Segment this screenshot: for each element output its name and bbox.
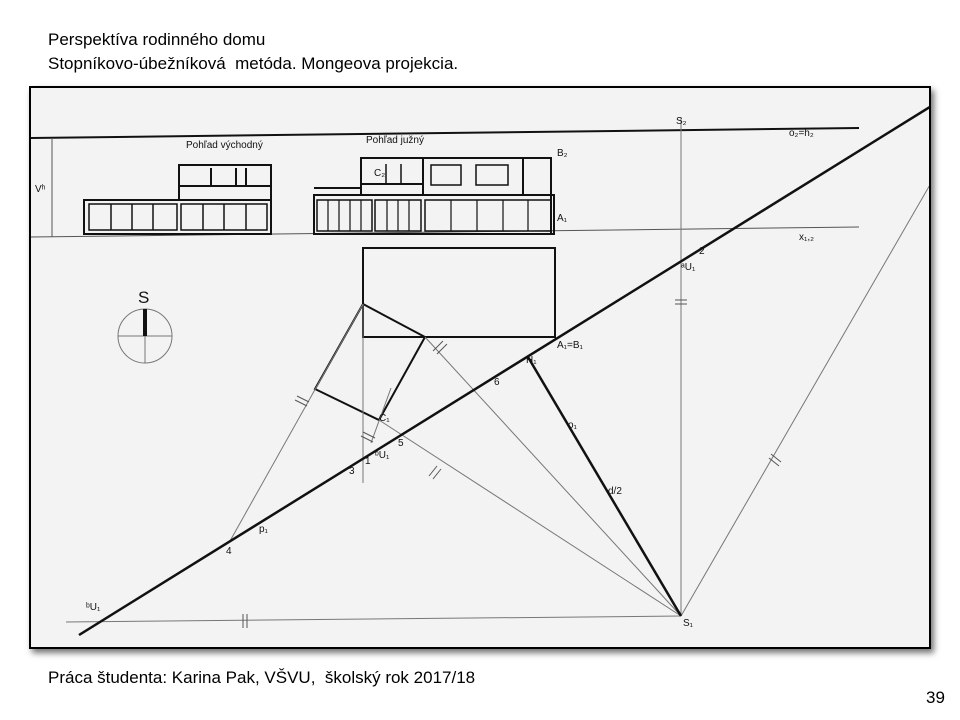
label-o2h2: o₂=h₂	[789, 128, 814, 139]
label-c2: C₂	[374, 168, 386, 179]
compass-letter: S	[138, 288, 150, 307]
label-o1: o₁	[568, 420, 577, 431]
label-s1: S₁	[683, 618, 694, 629]
ray-o1	[528, 357, 681, 616]
label-d2: d/2	[608, 486, 622, 497]
label-vh: Vʰ	[35, 184, 46, 195]
label-bU1-low: ᵇU₁	[86, 602, 101, 613]
tick-marks	[243, 300, 781, 628]
page-number: 39	[926, 688, 945, 707]
label-5: 5	[398, 438, 404, 449]
construction-lines	[66, 118, 931, 622]
rotated-plan	[315, 304, 425, 420]
label-3: 3	[349, 466, 355, 477]
slide-title-block	[48, 28, 458, 76]
east-elevation	[84, 165, 271, 234]
label-bU1-mid: ᵇU₁	[375, 450, 390, 461]
technical-drawing-photo	[29, 86, 931, 649]
label-1: 1	[365, 456, 371, 467]
label-b2: B₂	[557, 148, 568, 159]
construction-drawing	[31, 88, 931, 649]
slide-title: Perspektíva rodinného domu	[48, 30, 266, 49]
label-h1: H₁	[526, 355, 537, 366]
plan-rectangle	[363, 248, 555, 337]
label-view-east: Pohľad východný	[186, 140, 263, 151]
slide-subtitle: Stopníkovo-úbežníková metóda. Mongeova projekcia.	[48, 54, 459, 73]
label-p1: p₁	[259, 524, 268, 535]
label-a1b1: A₁=B₁	[557, 340, 583, 351]
horizon-line	[31, 128, 859, 138]
label-view-south: Pohľad južný	[366, 135, 424, 146]
label-x12: x₁,₂	[799, 232, 815, 243]
north-compass	[118, 309, 172, 363]
label-4: 4	[226, 546, 232, 557]
label-2: 2	[699, 246, 705, 257]
south-elevation	[314, 158, 554, 234]
label-s2: S₂	[676, 116, 687, 127]
student-caption: Práca študenta: Karina Pak, VŠVU, školský rok 2017/18	[48, 668, 476, 687]
label-6: 6	[494, 377, 500, 388]
label-a1: A₁	[557, 213, 568, 224]
label-c1: C₁	[379, 413, 390, 424]
label-aU1: ᵃU₁	[681, 262, 696, 273]
